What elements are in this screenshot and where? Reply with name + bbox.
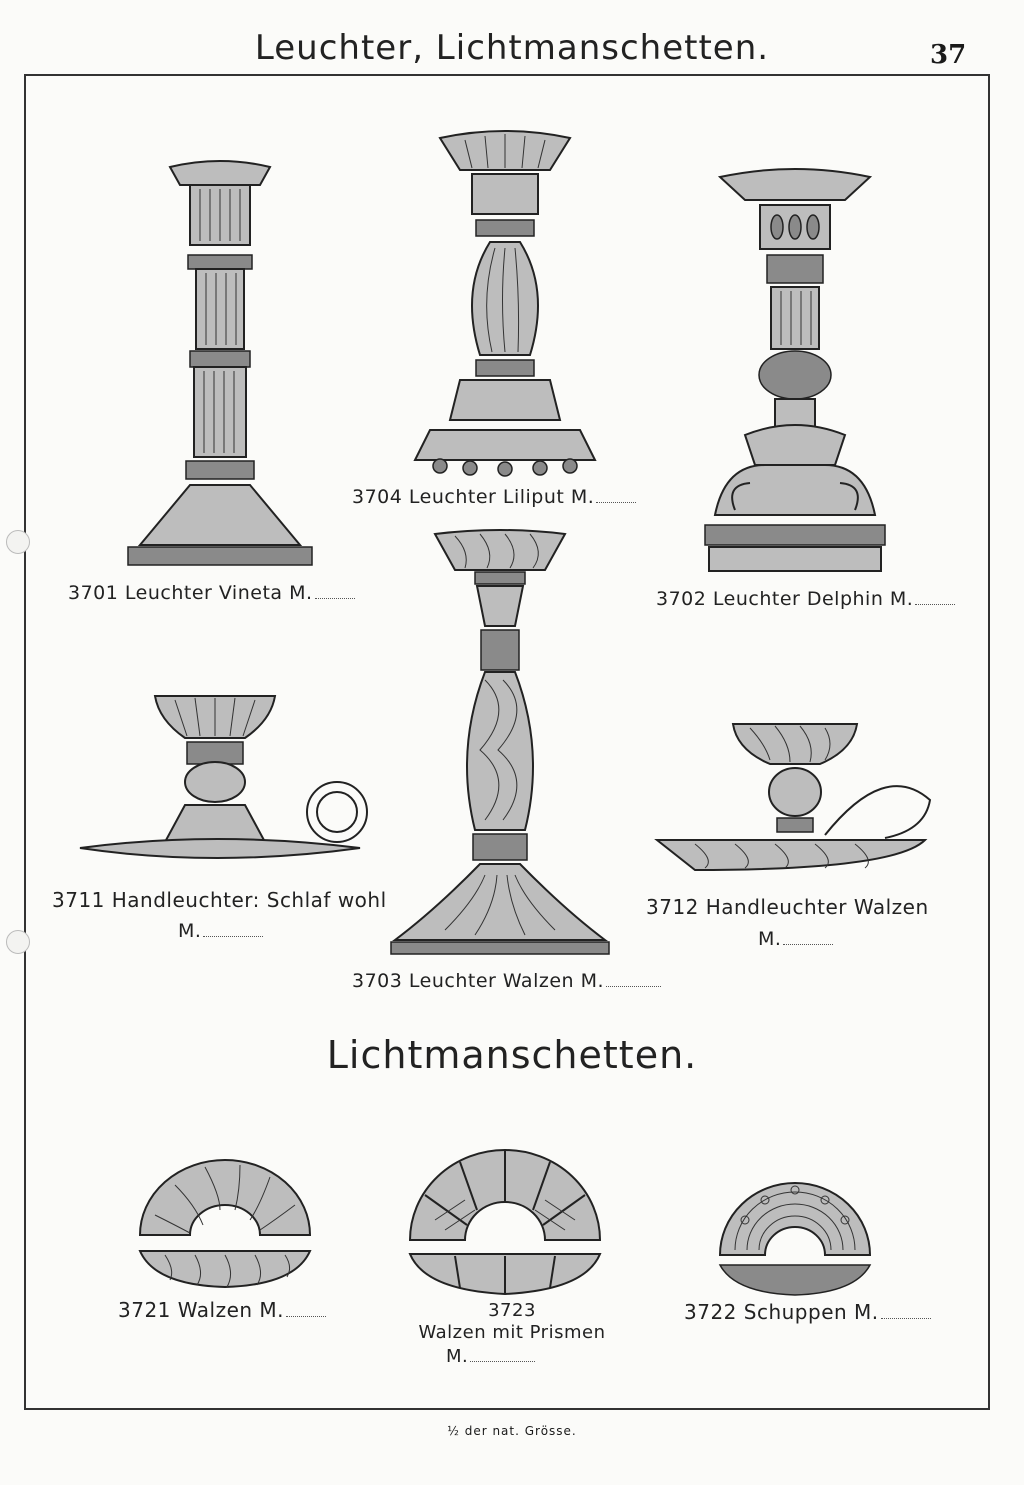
bobeche-3721-illustration bbox=[135, 1155, 315, 1295]
caption-3722: 3722 Schuppen M. bbox=[684, 1300, 931, 1324]
caption-3701: 3701 Leuchter Vineta M. bbox=[68, 582, 355, 604]
bobeche-3723-illustration bbox=[405, 1140, 605, 1300]
caption-3723-price: M. bbox=[446, 1346, 535, 1367]
punch-hole-bottom bbox=[6, 930, 30, 954]
section-title: Lichtmanschetten. bbox=[326, 1033, 698, 1077]
caption-3721: 3721 Walzen M. bbox=[118, 1298, 326, 1322]
caption-3712-price: M. bbox=[758, 928, 833, 950]
caption-3723-number: 3723 bbox=[488, 1300, 536, 1321]
caption-3702: 3702 Leuchter Delphin M. bbox=[656, 588, 955, 610]
caption-3704: 3704 Leuchter Liliput M. bbox=[352, 486, 636, 508]
candlestick-3704-illustration bbox=[410, 130, 600, 480]
caption-3712: 3712 Handleuchter Walzen bbox=[646, 895, 929, 919]
caption-3711-price: M. bbox=[178, 920, 263, 942]
punch-hole-top bbox=[6, 530, 30, 554]
page-title: Leuchter, Lichtmanschetten. bbox=[254, 28, 770, 68]
chamberstick-3711-illustration bbox=[75, 690, 385, 870]
caption-3703: 3703 Leuchter Walzen M. bbox=[352, 970, 661, 992]
bobeche-3722-illustration bbox=[715, 1175, 875, 1300]
caption-3723: Walzen mit Prismen bbox=[418, 1322, 606, 1343]
candlestick-3703-illustration bbox=[385, 530, 615, 960]
chamberstick-3712-illustration bbox=[655, 720, 945, 880]
page-number: 37 bbox=[930, 40, 967, 70]
candlestick-3701-illustration bbox=[120, 155, 320, 575]
candlestick-3702-illustration bbox=[695, 165, 895, 585]
caption-3711: 3711 Handleuchter: Schlaf wohl bbox=[52, 888, 387, 912]
scale-note: ½ der nat. Grösse. bbox=[447, 1424, 577, 1438]
